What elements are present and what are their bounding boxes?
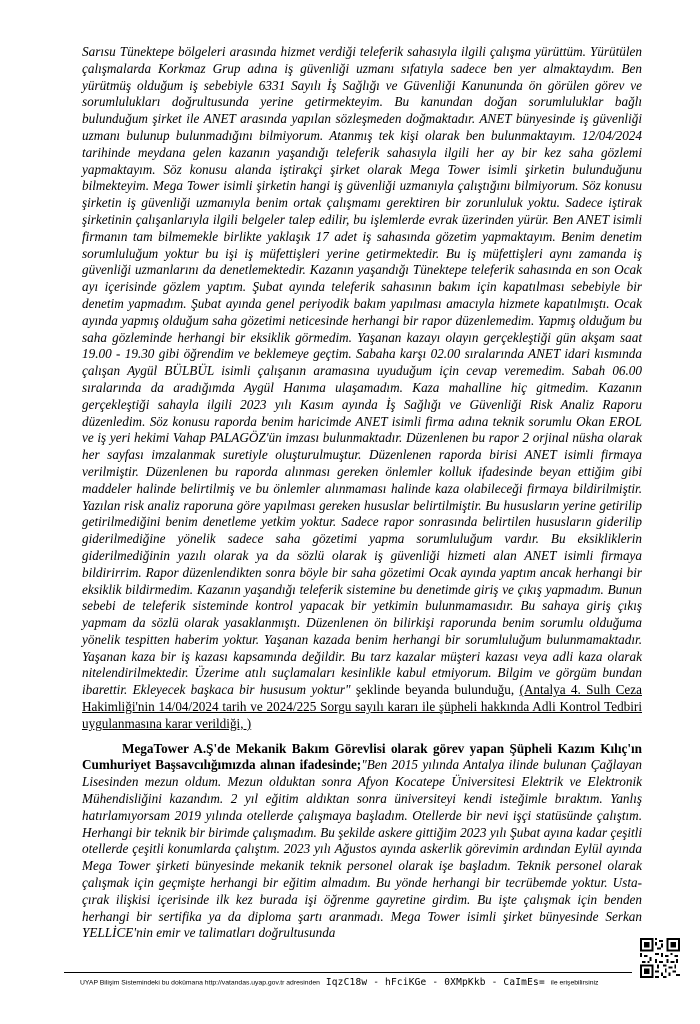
paragraph-statement-2 [82, 741, 642, 943]
paragraph-statement-1 [82, 44, 642, 733]
footer-access-code: IqzC18w - hFciKGe - 0XMpKkb - CaImEs= [319, 977, 551, 988]
qr-code-icon [640, 938, 680, 978]
document-body [82, 44, 642, 942]
footer-uyap [80, 977, 640, 988]
statement-text: Sarısu Tünektepe bölgeleri arasında hizmet verdiği teleferik sahasıyla ilgili çalışma yürüttüm. Yürütülen çalışmalarda Korkmaz Grup adına iş güvenliği uzmanı sıfatıyla sadece ben yer almaktaydım. Ben yürütmüş olduğum iş sebebiyle 6331 Sayılı İş Sağlığı ve Güvenliği Kanununda ön görülen görev ve sorumlulukları doğrultusunda yerine getirmekteyim. Bu kanundan doğan sorumluluklar bağlı bulunduğum şirket ile ANET arasında yapılan sözleşmeden doğmaktadır. ANET bünyesinde iş güvenliği uzmanı bulunup bulunmadığını bilmiyorum. Atanmış tek kişi olarak ben bulunmaktayım. 12/04/2024 tarihinde meydana gelen kazanın yaşandığı teleferik sahasıyla ilgili her ay bir kez saha gözlemi yapmaktayım. Söz konusu alanda iştirakçi şirket olarak Mega Tower isimli şirketin bulunduğunu bilmekteyim. Mega Tower isimli şirketin hangi iş güvenliği uzmanıyla çalıştığını bilmiyorum. Söz konusu şirketin iş güvenliği uzmanıyla benim ortak çalışmamı gerektiren bir zorunluluk yoktu. Sadece iştirak şirketinin çalışanlarıyla ilgili belgeler talep edilir, bu işlemlerde evrak üzerinden yürür. Ben ANET isimli firmanın tam bilmemekle birlikte yaklaşık 17 adet iş sahasında gözetim yapmaktayım. Benim denetim sorumluluğum yoktur bu işi iş müfettişleri yerine getirmektedir. Bu iş müfettişleri aynı zamanda iş güvenliği uzmanlarını da denetlemektedir. Kazanın yaşandığı Tünektepe teleferik sahasında en son Ocak ayı içerisinde gözlem yaptım. Şubat ayında teleferik sahasının bakım için kapatılması sebebiyle bir denetim yapmadım. Şubat ayında genel periyodik bakım yapılması amacıyla hizmete kapatılmıştı. Ocak ayında yapmış olduğum saha gözetimi neticesinde herhangi bir rapor düzenlemedim. Yapmış olduğum bu saha gözleminde herhangi bir eksiklik görmedim. Yaşanan kazayı olayın gerçekleştiği gün akşam saat 19.00 - 19.30 gibi öğrendim ve beklemeye geçtim. Sabaha karşı 02.00 sıralarında ANET idari kısmında çalışan Aygül BÜLBÜL isimli çalışanın aramasına uyuduğum için cevap veremedim. Sabah 06.00 sıralarında da aradığımda Aygül Hanıma ulaşamadım. Kaza mahalline hiç gitmedim. Kazanın gerçekleştiği sahayla ilgili 2023 yılı Kasım ayında İş Sağlığı ve Güvenliği Risk Analiz Raporu düzenledim. Söz konusu raporda benim haricimde ANET isimli firma adına teknik sorumlu Okan EROL ve iş yeri hekimi Vahap PALAGÖZ'ün imzası bulunmaktadır. Düzenlenen bu rapor 2 orjinal nüsha olarak her sayfası imzalanmak suretiyle oluşturulmuştur. Düzenlenen raporda birisi ANET isimli firmaya verilmiştir. Düzenlenen bu raporda alınması gereken önlemler kolluk ifadesinde beyan ettiğim gibi maddeler halinde belirtilmiş ve bu önlemler alınmaması halinde kaza olabileceği firmaya bildirilmiştir. Yazılan risk analiz raporuna göre yapılması gereken hususlar belirtilmiştir. Bu hususların yerine getirilip getirilmediğini benim denetleme yetkim yoktur. Sadece rapor sonrasında belirtilen hususların giderilip giderilmediğine yönelik sadece saha gözetimi yapma sorumluluğum vardır. Bu eksikliklerin giderilmediğinin yazılı olarak ya da sözlü olarak iş güvenliği hizmeti alan ANET isimli firmaya bildirirrim. Rapor düzenlendikten sonra böyle bir saha gözetimi Ocak ayında yaptım ancak herhangi bir eksiklik bildirmedim. Kazanın yaşandığı teleferik sistemine bu denetimde giriş ve çıkış yapmadım. Bunun sebebi de teleferik sisteminde kontrol yapacak bir yetkimin bulunmamasıdır. Bu sahaya giriş çıkış yapmam da sözlü olarak yasaklanmıştı. Düzenlenen ön bilirkişi raporunda benim sorumlu olduğuma yönelik tespitten haberim yoktur. Yaşanan kazada benim herhangi bir sorumluluğum bulunmamaktadır. Yaşanan kaza bir iş kazası kapsamında değildir. Bu tarz kazalar müşteri kazası veya adli kaza olarak nitelendirilmektedir. Üzerime atılı suçlamaları kesinlikle kabul etmiyorum. Bilgim ve görgüm bundan ibarettir. Ekleyecek başkaca bir hususum yoktur" [82, 44, 642, 698]
footer-prefix: UYAP Bilişim Sistemindeki bu dokümana http://vatandas.uyap.gov.tr adresinden [80, 979, 320, 987]
footer-divider [64, 972, 632, 973]
court-decision-note: (Antalya 4. Sulh Ceza Hakimliği'nin 14/04/2024 tarih ve 2024/225 Sorgu sayılı kararı ile şüpheli hakkında Adli Kontrol Tedbiri uygulanmasına karar verildiği, ) [82, 682, 642, 731]
suspect-statement-text: "Ben 2015 yılında Antalya ilinde bulunan Çağlayan Lisesinden mezun oldum. Mezun olduktan sonra Afyon Kocatepe Üniversitesi Elektrik ve Elektronik Mühendisliğini kazandım. 2 yıl eğitim aldıktan sonra üniversiteyi kendi isteğimle bıraktım. Yanlış hatırlamıyorsam 2019 yılında otellerde çalışmaya başladım. Otellerde bir nevi işçi statüsünde çalıştım. Herhangi bir teknik bir birimde çalışmadım. Bu şekilde askere gittiğim 2023 yılı Şubat ayına kadar çeşitli otellerde çeşitli konumlarda çalıştım. 2023 yılı Ağustos ayında askerlik görevimin ardından Eylül ayında Mega Tower şirketi bünyesinde mekanik teknik personel olarak işe başladım. Teknik personel olarak çalışmak için geçmişte herhangi bir eğitim almadım. Bu yönde herhangi bir tecrübemde yoktur. Usta-çırak ilişkisi içerisinde ilk kez burada işi öğrenme gayretine girdim. Bu işte çalışmak için benden herhangi bir sertifika ya da diploma şartı aranmadı. Mega Tower isimli şirket bünyesinde Serkan YELLİCE'nin emir ve talimatları doğrultusunda [82, 757, 642, 941]
footer-suffix: ile erişebilirsiniz [550, 979, 599, 987]
suspect-heading: MegaTower A.Ş'de Mekanik Bakım Görevlisi olarak görev yapan Şüpheli Kazım Kılıç'ın Cumhuriyet Başsavcılığımızda alınan ifadesinde; [82, 740, 642, 773]
statement-connector: şeklinde beyanda bulunduğu, [350, 682, 520, 698]
